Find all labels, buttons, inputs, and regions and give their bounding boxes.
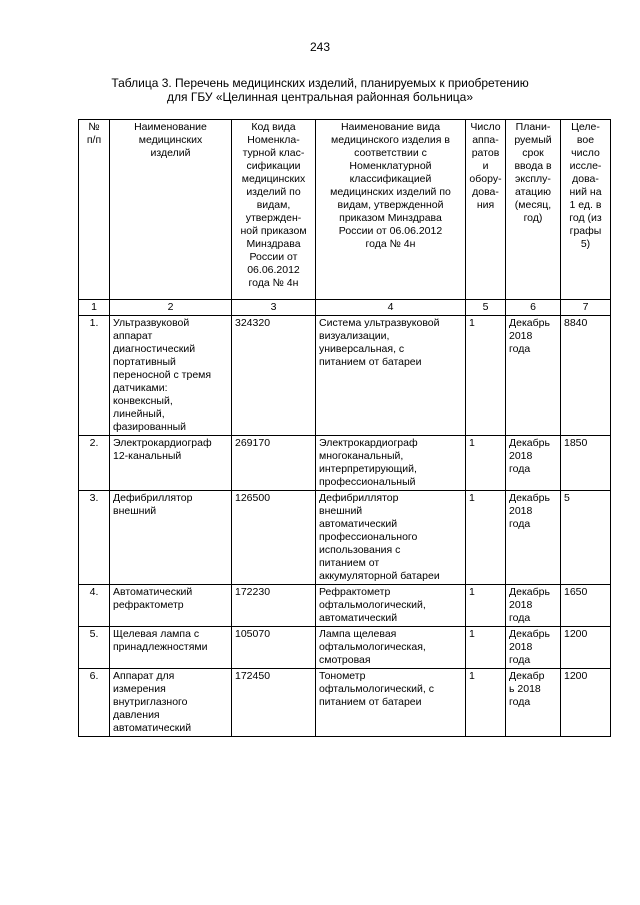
column-number: 7 [561, 300, 611, 316]
row-name: Автоматический рефрактометр [110, 585, 232, 627]
column-number: 1 [79, 300, 110, 316]
row-code: 126500 [232, 491, 316, 585]
row-name: Щелевая лампа с принадлежностями [110, 627, 232, 669]
row-date: Декабрь 2018 года [506, 316, 561, 436]
row-type: Дефибриллятор внешний автоматический профессионального использования с питанием от аккумуляторной батареи [316, 491, 466, 585]
header-code: Код вида Номенкла- турной клас- сификации медицинских изделий по видам, утвержден- ной приказом Минздрава России от 06.06.2012 года № 4н [232, 120, 316, 300]
row-type: Тонометр офтальмологический, с питанием от батареи [316, 669, 466, 737]
row-num: 6. [79, 669, 110, 737]
row-num: 2. [79, 436, 110, 491]
row-code: 172450 [232, 669, 316, 737]
row-target: 1650 [561, 585, 611, 627]
table-row [79, 669, 611, 737]
row-count: 1 [466, 669, 506, 737]
row-num: 5. [79, 627, 110, 669]
equipment-table [78, 119, 611, 737]
column-number: 6 [506, 300, 561, 316]
row-count: 1 [466, 491, 506, 585]
row-name: Дефибриллятор внешний [110, 491, 232, 585]
row-code: 105070 [232, 627, 316, 669]
row-count: 1 [466, 316, 506, 436]
column-number: 4 [316, 300, 466, 316]
row-num: 3. [79, 491, 110, 585]
table-caption [80, 76, 560, 104]
table-row [79, 491, 611, 585]
caption-line-2: для ГБУ «Целинная центральная районная больница» [166, 90, 474, 104]
row-date: Декабрь 2018 года [506, 627, 561, 669]
row-name: Ультразвуковой аппарат диагностический портативный переносной с тремя датчиками: конвексный, линейный, фазированный [110, 316, 232, 436]
column-number: 3 [232, 300, 316, 316]
page-number: 243 [309, 40, 331, 54]
row-name: Аппарат для измерения внутриглазного давления автоматический [110, 669, 232, 737]
header-count: Число аппа- ратов и обору- дова- ния [466, 120, 506, 300]
table-row [79, 436, 611, 491]
table-header-row [79, 120, 611, 300]
row-date: Декабрь 2018 года [506, 585, 561, 627]
row-date: Декабрь 2018 года [506, 436, 561, 491]
row-type: Система ультразвуковой визуализации, универсальная, с питанием от батареи [316, 316, 466, 436]
row-name: Электрокардиограф 12-канальный [110, 436, 232, 491]
row-count: 1 [466, 627, 506, 669]
row-target: 1200 [561, 627, 611, 669]
row-target: 8840 [561, 316, 611, 436]
table-row [79, 316, 611, 436]
header-type: Наименование вида медицинского изделия в соответствии с Номенклатурной классификацией медицинских изделий по видам, утвержденной приказом Минздрава России от 06.06.2012 года № 4н [316, 120, 466, 300]
header-num: № п/п [79, 120, 110, 300]
header-date: Плани- руемый срок ввода в эксплу- атацию (месяц, год) [506, 120, 561, 300]
row-code: 324320 [232, 316, 316, 436]
row-code: 269170 [232, 436, 316, 491]
row-count: 1 [466, 585, 506, 627]
column-number: 5 [466, 300, 506, 316]
row-target: 1200 [561, 669, 611, 737]
row-target: 1850 [561, 436, 611, 491]
header-target: Целе- вое число иссле- дова- ний на 1 ед. в год (из графы 5) [561, 120, 611, 300]
row-num: 4. [79, 585, 110, 627]
row-target: 5 [561, 491, 611, 585]
column-number-row [79, 300, 611, 316]
row-date: Декабр ь 2018 года [506, 669, 561, 737]
row-count: 1 [466, 436, 506, 491]
table-row [79, 585, 611, 627]
column-number: 2 [110, 300, 232, 316]
header-name: Наименование медицинских изделий [110, 120, 232, 300]
caption-line-1: Таблица 3. Перечень медицинских изделий, планируемых к приобретению [111, 76, 529, 90]
table-row [79, 627, 611, 669]
row-type: Лампа щелевая офтальмологическая, смотровая [316, 627, 466, 669]
row-type: Электрокардиограф многоканальный, интерпретирующий, профессиональный [316, 436, 466, 491]
row-num: 1. [79, 316, 110, 436]
row-type: Рефрактометр офтальмологический, автоматический [316, 585, 466, 627]
row-code: 172230 [232, 585, 316, 627]
row-date: Декабрь 2018 года [506, 491, 561, 585]
